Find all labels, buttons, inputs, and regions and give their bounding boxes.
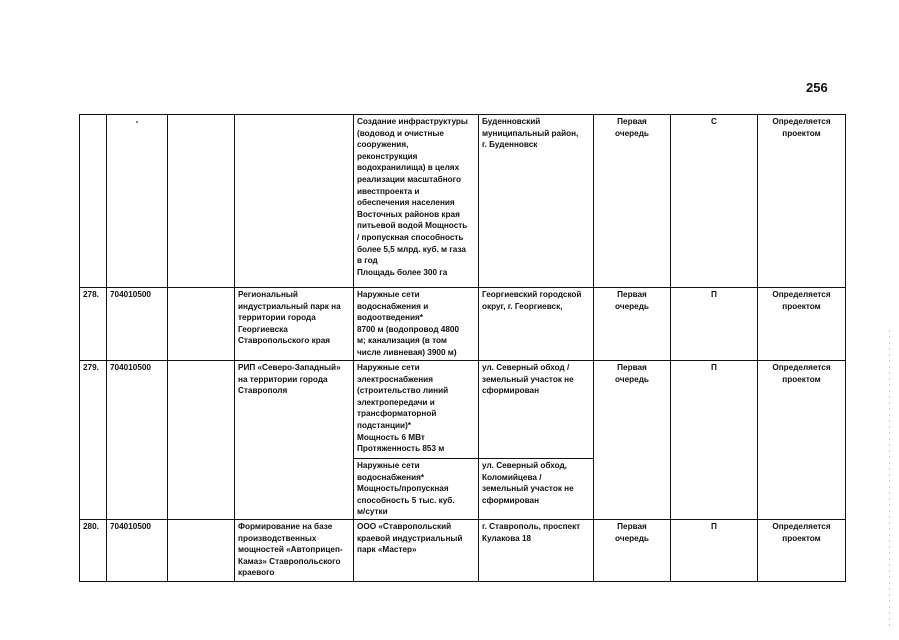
row-stage: Первая очередь bbox=[594, 115, 671, 288]
row-purpose: Создание инфраструктуры (водовод и очистные сооружения, реконструкция водохранилища) в целях реализации масштабного ивестпроекта и обеспечения населения Восточных районов края питьевой водой Мощность / пропускная способность более 5,5 млрд. куб. м газа в год Площадь более 300 га bbox=[354, 115, 479, 288]
row-col3 bbox=[168, 288, 235, 361]
row-purpose: Наружные сети водоснабжения и водоотведения* 8700 м (водопровод 4800 м; канализация (в том числе ливневая) 3900 м) bbox=[354, 288, 479, 361]
table-row bbox=[80, 115, 846, 288]
row-note: Определяется проектом bbox=[758, 288, 846, 361]
row-stage: Первая очередь bbox=[594, 288, 671, 361]
row-code: 704010500 bbox=[107, 519, 168, 581]
objects-table bbox=[79, 114, 846, 582]
row-name: Региональный индустриальный парк на территории города Георгиевска Ставропольского края bbox=[235, 288, 354, 361]
row-number: 279. bbox=[80, 361, 107, 520]
row-status: П bbox=[671, 519, 758, 581]
row-col3 bbox=[168, 115, 235, 288]
row-number: 278. bbox=[80, 288, 107, 361]
row-stage: Первая очередь bbox=[594, 361, 671, 520]
row-note: Определяется проектом bbox=[758, 361, 846, 520]
row-number bbox=[80, 115, 107, 288]
table-row bbox=[80, 288, 846, 361]
row-location: Георгиевский городской округ, г. Георгиевск, bbox=[479, 288, 594, 361]
row-purpose: Наружные сети электроснабжения (строительство линий электропередачи и трансформаторной подстанции)* Мощность 6 МВт Протяженность 853 м bbox=[354, 361, 479, 459]
row-location: Буденновский муниципальный район, г. Буденновск bbox=[479, 115, 594, 288]
row-location: ул. Северный обход, Коломийцева / земельный участок не сформирован bbox=[479, 459, 594, 520]
row-purpose: ООО «Ставропольский краевой индустриальный парк «Мастер» bbox=[354, 519, 479, 581]
row-purpose: Наружные сети водоснабжения* Мощность/пропускная способность 5 тыс. куб. м/сутки bbox=[354, 459, 479, 520]
table-row bbox=[80, 361, 846, 459]
row-status: П bbox=[671, 288, 758, 361]
row-name bbox=[235, 115, 354, 288]
table-row bbox=[80, 519, 846, 581]
row-status: С bbox=[671, 115, 758, 288]
row-note: Определяется проектом bbox=[758, 519, 846, 581]
row-code: - bbox=[107, 115, 168, 288]
scan-edge-artifact bbox=[889, 330, 890, 630]
page-number: 256 bbox=[806, 80, 828, 95]
row-col3 bbox=[168, 519, 235, 581]
row-location: ул. Северный обход / земельный участок не сформирован bbox=[479, 361, 594, 459]
row-name: Формирование на базе производственных мощностей «Автоприцеп- Камаз» Ставропольского краевого bbox=[235, 519, 354, 581]
row-stage: Первая очередь bbox=[594, 519, 671, 581]
row-number: 280. bbox=[80, 519, 107, 581]
row-code: 704010500 bbox=[107, 288, 168, 361]
row-code: 704010500 bbox=[107, 361, 168, 520]
row-col3 bbox=[168, 361, 235, 520]
row-note: Определяется проектом bbox=[758, 115, 846, 288]
row-location: г. Ставрополь, проспект Кулакова 18 bbox=[479, 519, 594, 581]
row-status: П bbox=[671, 361, 758, 520]
row-name: РИП «Северо-Западный» на территории города Ставрополя bbox=[235, 361, 354, 520]
